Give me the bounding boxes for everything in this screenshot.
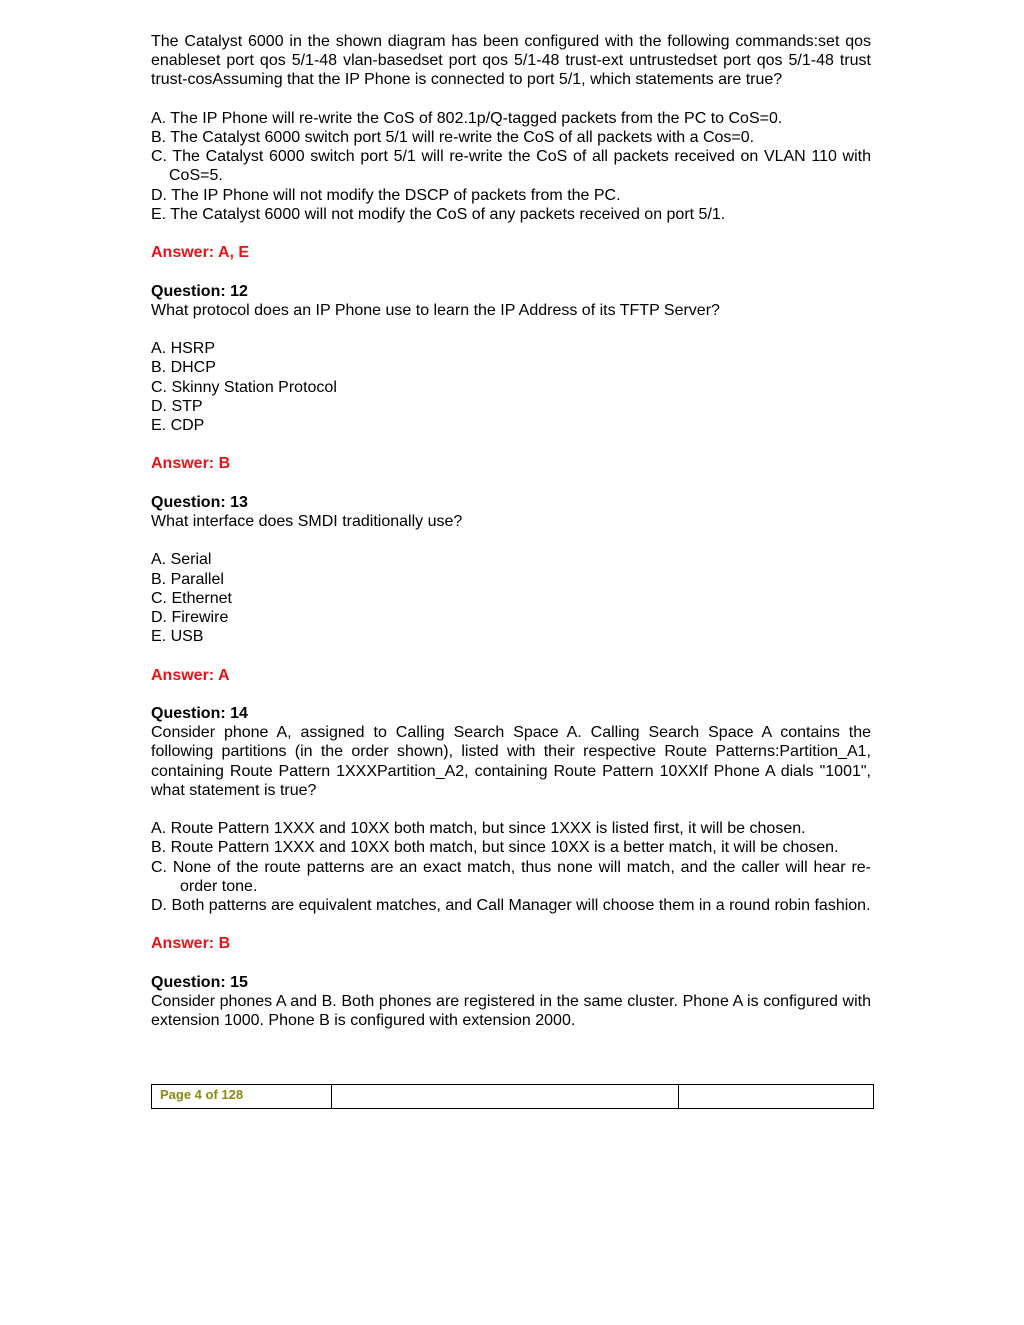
question-12-option-d: D. STP [151,397,203,415]
question-12-title: Question: 12 [151,282,248,300]
question-14-text: Consider phone A, assigned to Calling Search Space A. Calling Search Space A contains the following partitions (in the order shown), listed with their respective Route Patterns:Partition_A1, containing Route Pattern 1XXXPartition_A2, containing Route Pattern 10XXIf Phone A dials "1001", what statement is true? [151,724,871,799]
question-11-option-c: C. The Catalyst 6000 switch port 5/1 will re-write the CoS of all packets received on VLAN 110 with CoS=5. [151,148,871,185]
question-12-text: What protocol does an IP Phone use to learn the IP Address of its TFTP Server? [151,301,720,319]
question-11-text: The Catalyst 6000 in the shown diagram has been configured with the following commands:set qos enableset port qos 5/1-48 vlan-basedset port qos 5/1-48 trust-ext untrustedset port qos 5/1-48 trust trust-cosAssuming that the IP Phone is connected to port 5/1, which statements are true? [151,33,871,89]
question-12-option-a: A. HSRP [151,340,216,358]
question-13-option-e: E. USB [151,628,204,646]
question-14-answer: Answer: B [151,935,231,953]
question-14-option-c: C. None of the route patterns are an exact match, thus none will match, and the caller will hear re-order tone. [151,858,871,895]
question-14-option-d: D. Both patterns are equivalent matches, and Call Manager will choose them in a round robin fashion. [151,896,871,914]
question-13-option-b: B. Parallel [151,570,224,588]
question-11-option-b: B. The Catalyst 6000 switch port 5/1 will re-write the CoS of all packets with a Cos=0. [151,129,755,146]
page-number: Page 4 of 128 [160,1087,244,1102]
footer-cell-page [152,1085,332,1108]
question-11-option-e: E. The Catalyst 6000 will not modify the CoS of any packets received on port 5/1. [151,205,726,223]
question-12-option-c: C. Skinny Station Protocol [151,378,337,396]
document-page [151,32,871,1030]
question-13-answer: Answer: A [151,666,230,684]
question-14-option-b: B. Route Pattern 1XXX and 10XX both match, but since 10XX is a better match, it will be chosen. [151,839,839,857]
question-11-option-a: A. The IP Phone will re-write the CoS of 802.1p/Q-tagged packets from the PC to CoS=0. [151,109,783,127]
question-11-option-d: D. The IP Phone will not modify the DSCP of packets from the PC. [151,186,621,204]
question-15-text: Consider phones A and B. Both phones are registered in the same cluster. Phone A is configured with extension 1000. Phone B is configured with extension 2000. [151,992,871,1030]
page-footer [151,1084,874,1109]
question-12-answer: Answer: B [151,455,231,473]
question-13-title: Question: 13 [151,493,248,511]
question-13-text: What interface does SMDI traditionally use? [151,512,463,530]
footer-cell-middle [332,1085,679,1108]
footer-cell-right [679,1085,873,1108]
question-13-option-d: D. Firewire [151,608,229,626]
question-15-title: Question: 15 [151,973,248,991]
question-13-option-a: A. Serial [151,551,212,569]
question-12-option-b: B. DHCP [151,359,216,377]
question-13-option-c: C. Ethernet [151,589,232,607]
question-11-answer: Answer: A, E [151,244,250,262]
question-12-option-e: E. CDP [151,417,205,434]
question-14-title: Question: 14 [151,704,248,722]
question-14-option-a: A. Route Pattern 1XXX and 10XX both match, but since 1XXX is listed first, it will be chosen. [151,820,806,838]
